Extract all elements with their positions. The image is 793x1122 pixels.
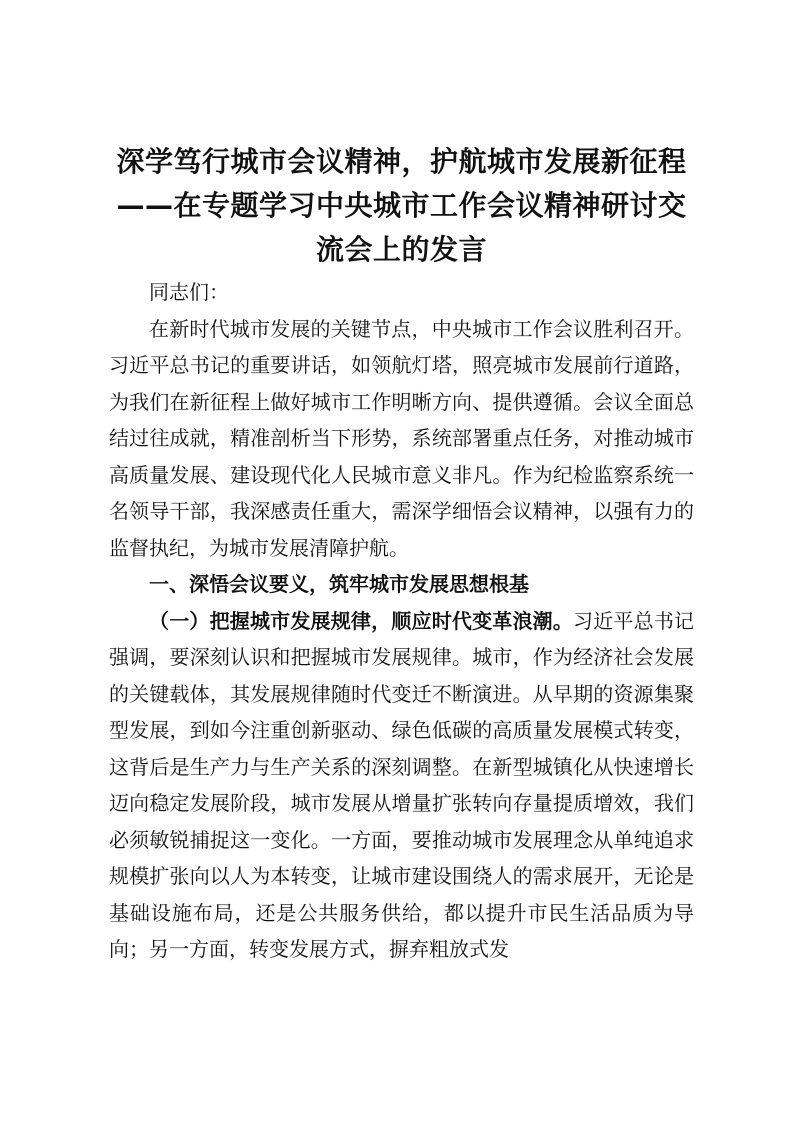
document-page xyxy=(109,140,694,968)
greeting: 同志们： xyxy=(149,280,229,304)
title-line-2: ——在专题学习中央城市工作会议精神研讨交 xyxy=(116,189,687,222)
subsection-body: 习近平总书记强调，要深刻认识和把握城市发展规律。城市，作为经济社会发展的关键载体，其发展规律随时代变迁不断演进。从早期的资源集聚型发展，到如今注重创新驱动、绿色低碳的高质量发展模式转变，这背后是生产力与生产关系的深刻调整。在新型城镇化从快速增长迈向稳定发展阶段，城市发展从增量扩张转向存量提质增效，我们必须敏锐捕捉这一变化。一方面，要推动城市发展理念从单纯追求规模扩张向以人为本转变，让城市建设围绕人的需求展开，无论是基础设施布局，还是公共服务供给，都以提升市民生活品质为导向；另一方面，转变发展方式，摒弃粗放式发 xyxy=(109,608,695,961)
subsection-lead: （一）把握城市发展规律，顺应时代变革浪潮。 xyxy=(149,608,574,633)
subsection-paragraph-1 xyxy=(109,603,694,968)
section-heading-1: 一、深悟会议要义，筑牢城市发展思想根基 xyxy=(149,572,529,596)
title-line-1: 深学笃行城市会议精神，护航城市发展新征程 xyxy=(116,145,687,178)
document-title xyxy=(109,140,694,272)
intro-paragraph: 在新时代城市发展的关键节点，中央城市工作会议胜利召开。习近平总书记的重要讲话，如领航灯塔，照亮城市发展前行道路，为我们在新征程上做好城市工作明晰方向、提供遵循。会议全面总结过往成就，精准剖析当下形势，系统部署重点任务，对推动城市高质量发展、建设现代化人民城市意义非凡。作为纪检监察系统一名领导干部，我深感责任重大，需深学细悟会议精神，以强有力的监督执纪，为城市发展清障护航。 xyxy=(109,316,694,560)
title-line-3: 流会上的发言 xyxy=(315,233,487,266)
